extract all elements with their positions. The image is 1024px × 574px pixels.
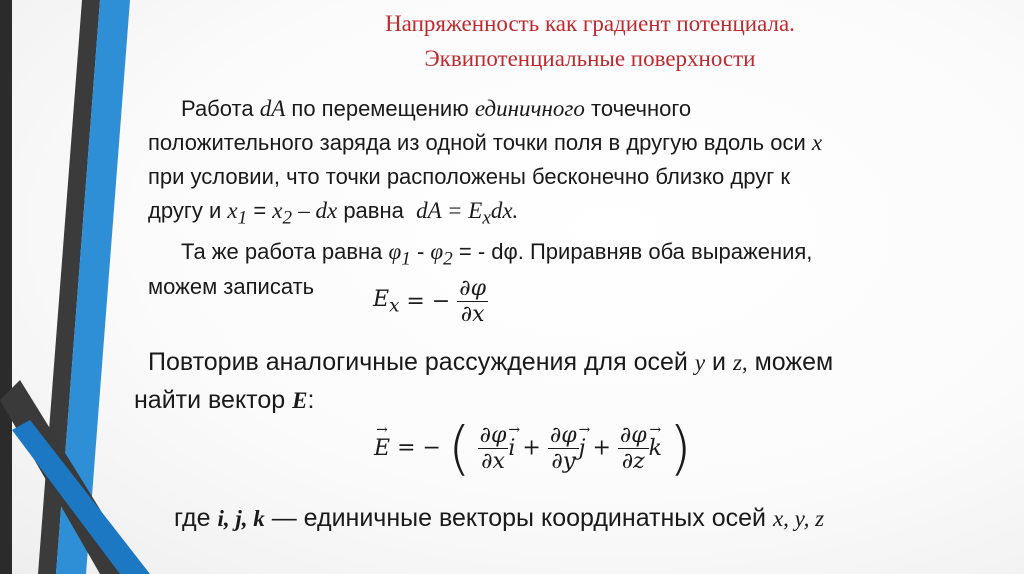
- expr-phi1: $\varphi_1$: [388, 239, 411, 270]
- symbol-x: x: [811, 130, 823, 155]
- symbol-E-bold: E: [292, 388, 308, 413]
- numerator: ∂φ: [479, 422, 507, 448]
- symbols-xyz: x, y, z: [772, 506, 825, 531]
- expr-dx: – dx: [298, 198, 338, 223]
- paragraph-repeat-line2: [134, 386, 314, 415]
- text: по перемещению: [291, 96, 469, 121]
- symbols-ijk: i, j, k: [217, 506, 265, 531]
- decorative-stripes: [0, 0, 150, 574]
- text: можем записать: [148, 274, 315, 299]
- equals: =: [253, 198, 267, 223]
- plus: +: [592, 435, 611, 461]
- text: другу и: [148, 198, 222, 223]
- numerator: ∂φ: [549, 422, 577, 448]
- text: точечного: [591, 96, 692, 121]
- right-paren: ): [669, 414, 692, 482]
- denominator: ∂x: [481, 448, 505, 474]
- title-line-1: Напряженность как градиент потенциала.: [385, 11, 795, 36]
- equals-minus: = −: [406, 289, 451, 314]
- text: = - dφ. Приравняв оба выражения,: [458, 239, 813, 264]
- denominator: ∂z: [621, 448, 645, 474]
- text: и: [712, 348, 726, 376]
- formula-ex-lhs: $E_x$: [373, 286, 400, 317]
- fraction-dphi-dx: [457, 276, 488, 327]
- unit-vector-i: i →: [508, 436, 515, 461]
- text: Повторив аналогичные рассуждения для осей: [148, 348, 688, 376]
- fraction-dphi-dy: [548, 423, 579, 474]
- paragraph-repeat-line1: [148, 348, 833, 377]
- equals-minus: = −: [397, 435, 441, 461]
- expr-dA: dA = $E_xdx$.: [416, 198, 519, 229]
- text: можем: [754, 348, 834, 376]
- paragraph-work-line2: [148, 130, 822, 156]
- text: Та же работа равна: [181, 239, 383, 264]
- text: равна: [343, 198, 404, 223]
- expr-x1: $x_1$: [227, 198, 248, 229]
- text: Работа: [181, 96, 254, 121]
- symbol-y: y: [694, 350, 706, 375]
- plus: +: [522, 435, 541, 461]
- text: положительного заряда из одной точки поля в другую вдоль оси: [148, 130, 806, 155]
- paragraph-unit-vectors: [174, 504, 824, 533]
- paragraph-work-line3: [148, 164, 790, 190]
- paragraph-work-line4: [148, 198, 518, 230]
- title-line-2: Эквипотенциальные поверхности: [424, 46, 756, 71]
- left-paren: (: [447, 414, 471, 482]
- symbol-z: z,: [732, 350, 748, 375]
- colon: :: [307, 386, 315, 414]
- unit-vector-k: k →: [649, 436, 662, 461]
- fraction-dphi-dz: [618, 423, 649, 474]
- symbol-dA: dA: [259, 96, 286, 121]
- text: где: [174, 504, 211, 532]
- expr-phi2: $\varphi_2$: [430, 239, 453, 270]
- paragraph-can-write: [148, 274, 314, 300]
- text: — единичные векторы координатных осей: [271, 504, 766, 532]
- unit-vector-j: j →: [579, 436, 586, 461]
- paragraph-work-line1: [181, 96, 691, 122]
- paragraph-same-work: [181, 239, 812, 271]
- vector-E: E →: [374, 436, 390, 461]
- numerator: ∂φ: [619, 422, 647, 448]
- minus: -: [416, 239, 425, 264]
- slide-title: [230, 6, 950, 76]
- formula-ex: [373, 276, 488, 327]
- denominator: ∂x: [460, 302, 485, 327]
- text-italic: единичного: [474, 96, 585, 121]
- numerator: ∂φ: [459, 276, 487, 301]
- text: найти вектор: [134, 386, 286, 414]
- text: при условии, что точки расположены бесконечно близко друг к: [148, 164, 790, 189]
- formula-gradient: [374, 414, 692, 482]
- expr-x2: $x_2$: [272, 198, 293, 229]
- denominator: ∂y: [551, 448, 576, 474]
- fraction-dphi-dx: [478, 423, 509, 474]
